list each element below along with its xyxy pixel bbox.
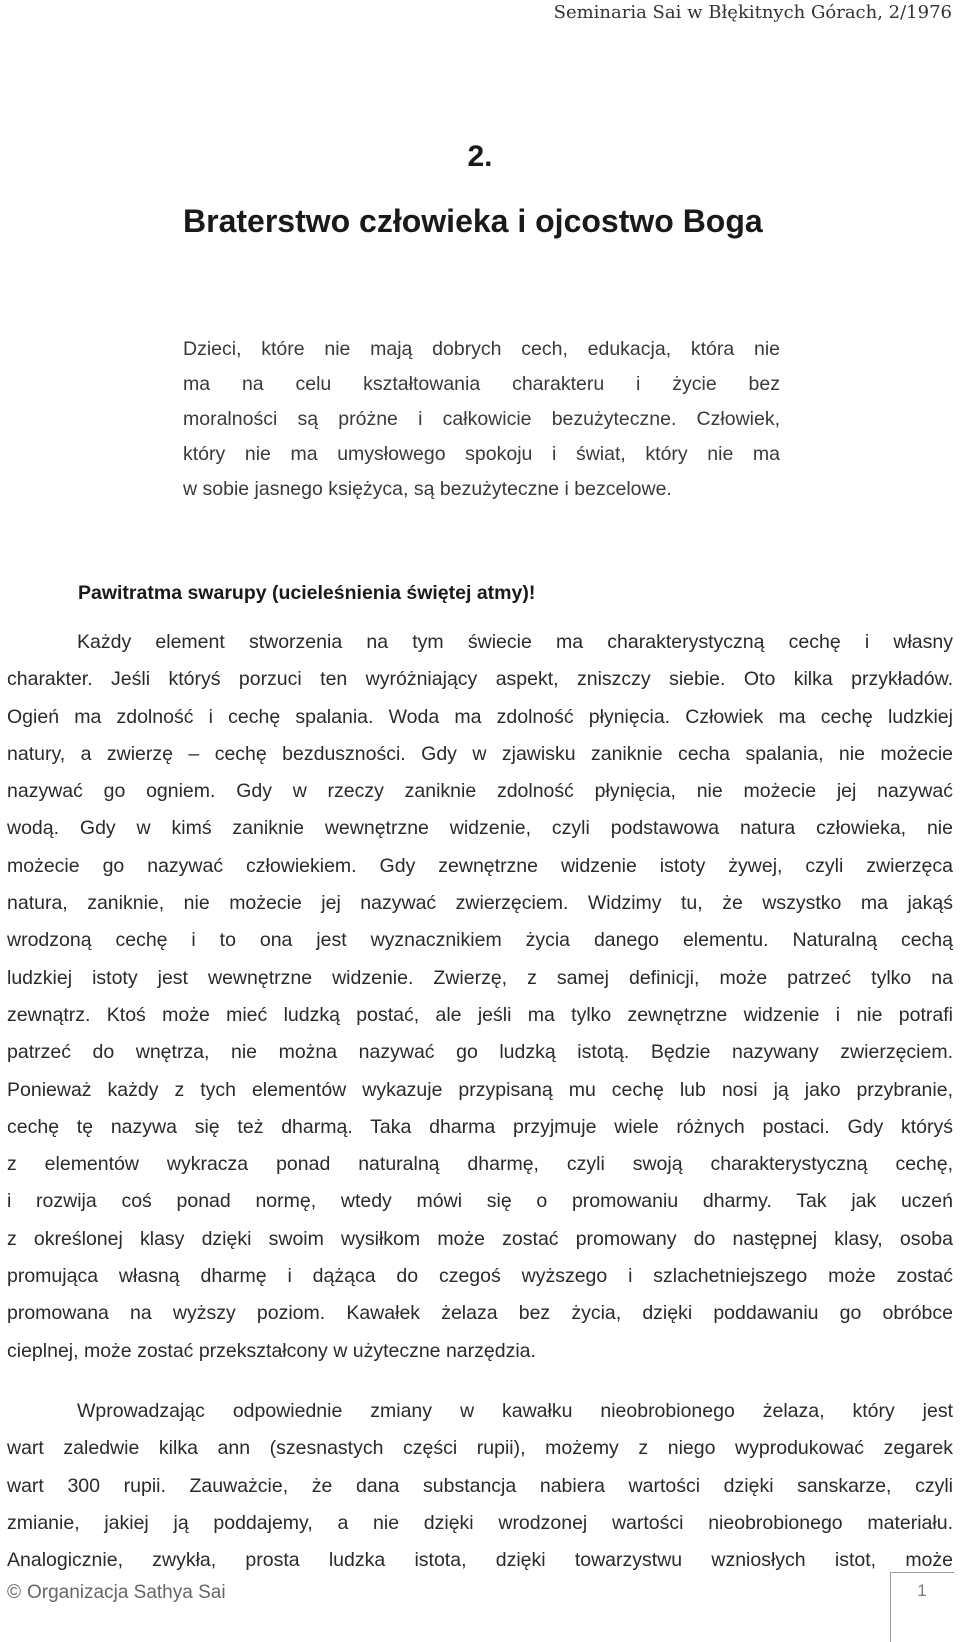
epigraph-line: który nie ma umysłowego spokoju i świat, który nie ma: [183, 443, 780, 465]
chapter-title: Braterstwo człowieka i ojcostwo Boga: [183, 203, 763, 239]
body-line: charakter. Jeśli któryś porzuci ten wyróżniający aspekt, zniszczy siebie. Oto kilka przykładów.: [7, 668, 953, 691]
body-line: z określonej klasy dzięki swoim wysiłkom może zostać promowany do następnej klasy, osoba: [7, 1227, 953, 1250]
body-line: Ponieważ każdy z tych elementów wykazuje przypisaną mu cechę lub nosi ją jako przybranie,: [7, 1078, 953, 1101]
page-number: 1: [917, 1581, 927, 1600]
body-line: wodą. Gdy w kimś zaniknie wewnętrzne widzenie, czyli podstawowa natura człowieka, nie: [7, 817, 953, 840]
epigraph-line: w sobie jasnego księżyca, są bezużyteczne i bezcelowe.: [183, 478, 672, 500]
epigraph-line: Dzieci, które nie mają dobrych cech, edukacja, która nie: [183, 338, 780, 360]
body-line: nazywać go ogniem. Gdy w rzeczy zaniknie zdolność płynięcia, nie możecie jej nazywać: [7, 780, 953, 803]
body-line: natury, a zwierzę – cechę bezduszności. Gdy w zjawisku zaniknie cecha spalania, nie możecie: [7, 742, 953, 765]
body-line: patrzeć do wnętrza, nie można nazywać go ludzką istotą. Będzie nazywany zwierzęciem.: [7, 1041, 953, 1064]
body-line: wrodzoną cechę i to ona jest wyznacznikiem życia danego elementu. Naturalną cechą: [7, 929, 953, 952]
chapter-number: 2.: [467, 140, 493, 173]
epigraph: [183, 332, 780, 507]
paragraph-gap: [7, 1370, 953, 1393]
footer-organization: [7, 1582, 226, 1604]
section-heading: Pawitratma swarupy (ucieleśnienia świętej atmy)!: [78, 582, 536, 604]
body-line: cieplnej, może zostać przekształcony w użyteczne narzędzia.: [7, 1339, 536, 1362]
organization-name: Organizacja Sathya Sai: [27, 1582, 226, 1603]
body-line: i rozwija coś ponad normę, wtedy mówi się o promowaniu dharmy. Tak jak uczeń: [7, 1190, 953, 1213]
body-line: wart zaledwie kilka ann (szesnastych części rupii), możemy z niego wyprodukować zegarek: [7, 1437, 953, 1460]
body-line: możecie go nazywać człowiekiem. Gdy zewnętrzne widzenie istoty żywej, czyli zwierzęca: [7, 854, 953, 877]
running-header: Seminaria Sai w Błękitnych Górach, 2/1976: [553, 2, 952, 23]
body-line: wart 300 rupii. Zauważcie, że dana substancja nabiera wartości dzięki sanskarze, czyli: [7, 1474, 953, 1497]
epigraph-line: moralności są próżne i całkowicie bezużyteczne. Człowiek,: [183, 408, 780, 430]
page-number-box: [890, 1572, 954, 1642]
body-line: Analogicznie, zwykła, prosta ludzka istota, dzięki towarzystwu wzniosłych istot, może: [7, 1549, 953, 1572]
epigraph-line: ma na celu kształtowania charakteru i życie bez: [183, 373, 780, 395]
body-line: zewnątrz. Ktoś może mieć ludzką postać, ale jeśli ma tylko zewnętrzne widzenie i nie potrafi: [7, 1003, 953, 1026]
body-line: ludzkiej istoty jest wewnętrzne widzenie. Zwierzę, z samej definicji, może patrzeć tylko na: [7, 966, 953, 989]
body-line: Wprowadzając odpowiednie zmiany w kawałku nieobrobionego żelaza, który jest: [77, 1399, 953, 1422]
body-line: promowana na wyższy poziom. Kawałek żelaza bez życia, dzięki poddawaniu go obróbce: [7, 1302, 953, 1325]
body-line: promująca własną dharmę i dążąca do czegoś wyższego i szlachetniejszego może zostać: [7, 1265, 953, 1288]
body-line: Każdy element stworzenia na tym świecie ma charakterystyczną cechę i własny: [77, 631, 953, 653]
copyright-icon: ©: [7, 1582, 21, 1603]
body-line: Ogień ma zdolność i cechę spalania. Woda ma zdolność płynięcia. Człowiek ma cechę ludzkiej: [7, 705, 953, 728]
body-line: zmianie, jakiej ją poddajemy, a nie dzięki wrodzonej wartości nieobrobionego materiału.: [7, 1511, 953, 1534]
body-line: z elementów wykracza ponad naturalną dharmę, czyli swoją charakterystyczną cechę,: [7, 1153, 953, 1176]
body-line: natura, zaniknie, nie możecie jej nazywać zwierzęciem. Widzimy tu, że wszystko ma jakąś: [7, 892, 953, 915]
body-text: [7, 624, 953, 1579]
body-line: cechę tę nazywa się też dharmą. Taka dharma przyjmuje wiele różnych postaci. Gdy któryś: [7, 1115, 953, 1138]
